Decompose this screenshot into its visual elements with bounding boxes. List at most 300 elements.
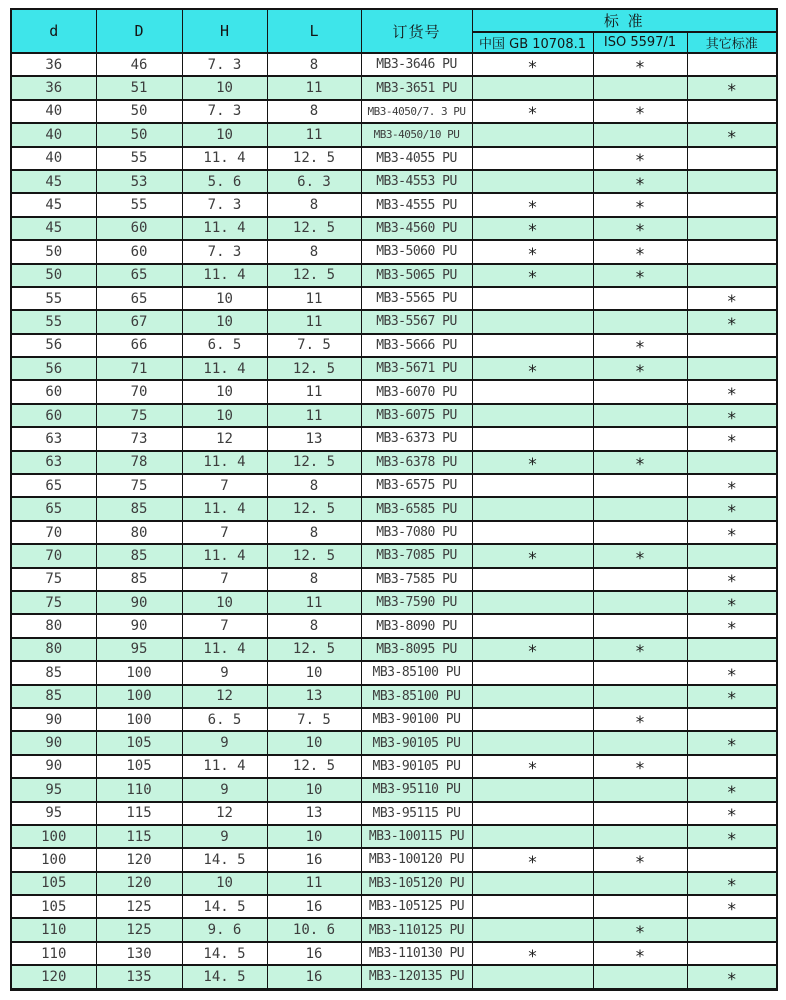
cell-L: 12. 5 bbox=[267, 217, 361, 240]
cell-D: 70 bbox=[96, 380, 182, 403]
cell-order-no: MB3-6575 PU bbox=[361, 474, 472, 497]
cell-std-iso bbox=[593, 334, 687, 357]
cell-order-no: MB3-5567 PU bbox=[361, 310, 472, 333]
cell-L: 8 bbox=[267, 614, 361, 637]
standard-mark: * bbox=[634, 268, 646, 287]
cell-order-no: MB3-110130 PU bbox=[361, 942, 472, 965]
cell-std-iso bbox=[593, 802, 687, 825]
cell-H: 10 bbox=[182, 404, 267, 427]
cell-d: 40 bbox=[11, 147, 96, 170]
cell-std-other bbox=[687, 287, 777, 310]
cell-d: 75 bbox=[11, 568, 96, 591]
cell-std-other bbox=[687, 895, 777, 918]
cell-L: 7. 5 bbox=[267, 334, 361, 357]
standard-mark: * bbox=[527, 57, 538, 77]
table-row bbox=[11, 310, 777, 333]
cell-std-other bbox=[687, 848, 777, 871]
cell-D: 85 bbox=[96, 568, 182, 591]
cell-L: 12. 5 bbox=[267, 638, 361, 661]
cell-std-gb bbox=[472, 310, 593, 333]
cell-L: 12. 5 bbox=[267, 264, 361, 287]
cell-L: 11 bbox=[267, 287, 361, 310]
table-row bbox=[11, 825, 777, 848]
cell-H: 6. 5 bbox=[182, 334, 267, 357]
standard-mark: * bbox=[634, 759, 646, 779]
cell-order-no: MB3-90105 PU bbox=[361, 731, 472, 754]
standard-mark: * bbox=[634, 338, 646, 358]
cell-std-other bbox=[687, 334, 777, 357]
table-row bbox=[11, 404, 777, 427]
cell-L: 10 bbox=[267, 731, 361, 754]
cell-std-other bbox=[687, 591, 777, 614]
table-row bbox=[11, 451, 777, 474]
cell-std-iso bbox=[593, 544, 687, 567]
cell-order-no: MB3-7080 PU bbox=[361, 521, 472, 544]
cell-D: 50 bbox=[96, 100, 182, 123]
cell-d: 105 bbox=[11, 872, 96, 895]
cell-std-other bbox=[687, 825, 777, 848]
cell-D: 50 bbox=[96, 123, 182, 146]
col-header-order-no: 订货号 bbox=[361, 9, 472, 53]
cell-std-gb bbox=[472, 825, 593, 848]
cell-D: 135 bbox=[96, 965, 182, 989]
cell-std-other bbox=[687, 427, 777, 450]
cell-D: 53 bbox=[96, 170, 182, 193]
cell-d: 55 bbox=[11, 287, 96, 310]
cell-order-no: MB3-5565 PU bbox=[361, 287, 472, 310]
cell-order-no: MB3-4055 PU bbox=[361, 147, 472, 170]
cell-std-gb bbox=[472, 100, 593, 123]
table-row bbox=[11, 638, 777, 661]
cell-std-gb bbox=[472, 123, 593, 146]
standard-mark: * bbox=[527, 244, 538, 264]
standard-mark: * bbox=[634, 244, 646, 264]
cell-std-iso bbox=[593, 965, 687, 989]
cell-std-iso bbox=[593, 474, 687, 497]
table-row bbox=[11, 147, 777, 170]
cell-order-no: MB3-95115 PU bbox=[361, 802, 472, 825]
cell-D: 110 bbox=[96, 778, 182, 801]
cell-std-other bbox=[687, 474, 777, 497]
standard-mark: * bbox=[527, 268, 538, 287]
table-row bbox=[11, 918, 777, 941]
cell-std-gb bbox=[472, 731, 593, 754]
standard-mark: * bbox=[726, 408, 737, 428]
standard-mark: * bbox=[634, 174, 646, 194]
standard-mark: * bbox=[634, 104, 646, 124]
cell-std-iso bbox=[593, 123, 687, 146]
standard-mark: * bbox=[726, 595, 737, 615]
cell-D: 46 bbox=[96, 53, 182, 76]
cell-order-no: MB3-8095 PU bbox=[361, 638, 472, 661]
standard-mark: * bbox=[726, 689, 737, 708]
cell-d: 65 bbox=[11, 497, 96, 520]
standard-mark: * bbox=[634, 548, 646, 568]
table-row bbox=[11, 53, 777, 76]
table-row bbox=[11, 755, 777, 778]
cell-D: 66 bbox=[96, 334, 182, 357]
cell-std-other bbox=[687, 685, 777, 708]
standard-mark: * bbox=[634, 642, 646, 662]
cell-d: 60 bbox=[11, 404, 96, 427]
cell-order-no: MB3-90100 PU bbox=[361, 708, 472, 731]
cell-H: 9. 6 bbox=[182, 918, 267, 941]
cell-std-gb bbox=[472, 918, 593, 941]
cell-H: 10 bbox=[182, 872, 267, 895]
standard-mark: * bbox=[726, 291, 737, 311]
cell-std-gb bbox=[472, 147, 593, 170]
cell-D: 90 bbox=[96, 591, 182, 614]
standard-mark: * bbox=[634, 361, 646, 381]
table-row bbox=[11, 76, 777, 99]
cell-d: 45 bbox=[11, 193, 96, 216]
cell-D: 51 bbox=[96, 76, 182, 99]
cell-order-no: MB3-6070 PU bbox=[361, 380, 472, 403]
cell-std-iso bbox=[593, 614, 687, 637]
cell-order-no: MB3-6585 PU bbox=[361, 497, 472, 520]
cell-order-no: MB3-4050/7. 3 PU bbox=[361, 100, 472, 123]
cell-order-no: MB3-95110 PU bbox=[361, 778, 472, 801]
cell-H: 11. 4 bbox=[182, 638, 267, 661]
table-row bbox=[11, 591, 777, 614]
cell-H: 10 bbox=[182, 380, 267, 403]
standard-mark: * bbox=[726, 619, 737, 638]
cell-H: 11. 4 bbox=[182, 544, 267, 567]
cell-d: 70 bbox=[11, 521, 96, 544]
cell-order-no: MB3-5065 PU bbox=[361, 264, 472, 287]
table-row bbox=[11, 170, 777, 193]
cell-std-gb bbox=[472, 848, 593, 871]
spec-table-container bbox=[10, 8, 778, 991]
standard-mark: * bbox=[726, 81, 737, 100]
cell-order-no: MB3-100115 PU bbox=[361, 825, 472, 848]
standard-mark: * bbox=[726, 899, 737, 919]
cell-H: 12 bbox=[182, 685, 267, 708]
cell-d: 85 bbox=[11, 685, 96, 708]
cell-D: 65 bbox=[96, 287, 182, 310]
standard-mark: * bbox=[726, 572, 737, 591]
cell-D: 55 bbox=[96, 147, 182, 170]
cell-H: 9 bbox=[182, 731, 267, 754]
cell-std-other bbox=[687, 451, 777, 474]
cell-d: 56 bbox=[11, 357, 96, 380]
cell-D: 55 bbox=[96, 193, 182, 216]
cell-d: 105 bbox=[11, 895, 96, 918]
cell-d: 55 bbox=[11, 310, 96, 333]
cell-std-other bbox=[687, 123, 777, 146]
cell-d: 95 bbox=[11, 802, 96, 825]
cell-d: 120 bbox=[11, 965, 96, 989]
cell-std-other bbox=[687, 872, 777, 895]
table-row bbox=[11, 778, 777, 801]
cell-std-iso bbox=[593, 942, 687, 965]
col-header-std-gb: 中国 GB 10708.1 bbox=[472, 32, 593, 53]
cell-d: 65 bbox=[11, 474, 96, 497]
cell-d: 63 bbox=[11, 451, 96, 474]
cell-L: 8 bbox=[267, 521, 361, 544]
cell-D: 125 bbox=[96, 895, 182, 918]
cell-H: 9 bbox=[182, 825, 267, 848]
cell-H: 10 bbox=[182, 287, 267, 310]
cell-std-iso bbox=[593, 357, 687, 380]
table-row bbox=[11, 521, 777, 544]
cell-D: 60 bbox=[96, 217, 182, 240]
cell-H: 9 bbox=[182, 778, 267, 801]
cell-std-iso bbox=[593, 287, 687, 310]
cell-order-no: MB3-7590 PU bbox=[361, 591, 472, 614]
cell-H: 7 bbox=[182, 521, 267, 544]
table-row bbox=[11, 848, 777, 871]
cell-std-iso bbox=[593, 848, 687, 871]
cell-L: 13 bbox=[267, 802, 361, 825]
cell-d: 90 bbox=[11, 731, 96, 754]
cell-L: 8 bbox=[267, 568, 361, 591]
cell-std-gb bbox=[472, 76, 593, 99]
cell-H: 11. 4 bbox=[182, 497, 267, 520]
cell-order-no: MB3-3651 PU bbox=[361, 76, 472, 99]
standard-mark: * bbox=[634, 221, 646, 241]
cell-std-other bbox=[687, 310, 777, 333]
cell-H: 7. 3 bbox=[182, 53, 267, 76]
cell-std-iso bbox=[593, 427, 687, 450]
cell-H: 6. 5 bbox=[182, 708, 267, 731]
standard-mark: * bbox=[634, 923, 646, 942]
table-row bbox=[11, 380, 777, 403]
cell-d: 63 bbox=[11, 427, 96, 450]
cell-std-gb bbox=[472, 193, 593, 216]
cell-L: 12. 5 bbox=[267, 357, 361, 380]
standard-mark: * bbox=[527, 104, 538, 124]
cell-std-gb bbox=[472, 427, 593, 450]
cell-std-iso bbox=[593, 497, 687, 520]
cell-D: 85 bbox=[96, 544, 182, 567]
standard-mark: * bbox=[634, 852, 646, 872]
standard-mark: * bbox=[726, 782, 737, 802]
table-row bbox=[11, 685, 777, 708]
cell-std-other bbox=[687, 568, 777, 591]
standard-mark: * bbox=[726, 665, 737, 685]
cell-std-iso bbox=[593, 778, 687, 801]
standard-mark: * bbox=[634, 57, 646, 77]
cell-std-iso bbox=[593, 100, 687, 123]
cell-H: 10 bbox=[182, 123, 267, 146]
cell-L: 8 bbox=[267, 100, 361, 123]
cell-H: 7 bbox=[182, 474, 267, 497]
cell-std-iso bbox=[593, 380, 687, 403]
cell-d: 110 bbox=[11, 918, 96, 941]
cell-order-no: MB3-120135 PU bbox=[361, 965, 472, 989]
cell-D: 125 bbox=[96, 918, 182, 941]
cell-L: 12. 5 bbox=[267, 755, 361, 778]
cell-order-no: MB3-4560 PU bbox=[361, 217, 472, 240]
cell-std-gb bbox=[472, 334, 593, 357]
cell-D: 71 bbox=[96, 357, 182, 380]
table-row bbox=[11, 100, 777, 123]
cell-H: 11. 4 bbox=[182, 147, 267, 170]
cell-H: 14. 5 bbox=[182, 848, 267, 871]
standard-mark: * bbox=[726, 806, 737, 825]
cell-H: 11. 4 bbox=[182, 451, 267, 474]
cell-std-gb bbox=[472, 451, 593, 474]
cell-L: 10 bbox=[267, 778, 361, 801]
col-header-H: H bbox=[182, 9, 267, 53]
cell-D: 60 bbox=[96, 240, 182, 263]
table-row bbox=[11, 965, 777, 989]
cell-std-gb bbox=[472, 357, 593, 380]
cell-order-no: MB3-7585 PU bbox=[361, 568, 472, 591]
cell-std-iso bbox=[593, 193, 687, 216]
table-row bbox=[11, 217, 777, 240]
standard-mark: * bbox=[527, 361, 538, 381]
cell-H: 10 bbox=[182, 76, 267, 99]
standard-mark: * bbox=[527, 548, 538, 568]
cell-std-other bbox=[687, 544, 777, 567]
cell-L: 16 bbox=[267, 965, 361, 989]
cell-L: 10 bbox=[267, 825, 361, 848]
cell-H: 11. 4 bbox=[182, 755, 267, 778]
cell-H: 7 bbox=[182, 568, 267, 591]
cell-d: 100 bbox=[11, 825, 96, 848]
standard-mark: * bbox=[527, 198, 538, 217]
standard-mark: * bbox=[634, 946, 646, 966]
cell-d: 40 bbox=[11, 100, 96, 123]
standard-mark: * bbox=[726, 829, 737, 849]
cell-order-no: MB3-7085 PU bbox=[361, 544, 472, 567]
table-row bbox=[11, 708, 777, 731]
cell-L: 10 bbox=[267, 661, 361, 684]
cell-std-gb bbox=[472, 474, 593, 497]
cell-H: 10 bbox=[182, 591, 267, 614]
table-row bbox=[11, 895, 777, 918]
cell-std-other bbox=[687, 802, 777, 825]
cell-L: 13 bbox=[267, 427, 361, 450]
cell-std-other bbox=[687, 217, 777, 240]
cell-D: 85 bbox=[96, 497, 182, 520]
cell-std-other bbox=[687, 53, 777, 76]
cell-L: 8 bbox=[267, 240, 361, 263]
table-row bbox=[11, 287, 777, 310]
cell-std-gb bbox=[472, 404, 593, 427]
cell-d: 36 bbox=[11, 53, 96, 76]
cell-std-other bbox=[687, 193, 777, 216]
cell-std-iso bbox=[593, 755, 687, 778]
cell-order-no: MB3-85100 PU bbox=[361, 661, 472, 684]
cell-std-gb bbox=[472, 521, 593, 544]
cell-L: 12. 5 bbox=[267, 451, 361, 474]
cell-order-no: MB3-5666 PU bbox=[361, 334, 472, 357]
standard-mark: * bbox=[726, 385, 737, 404]
cell-D: 78 bbox=[96, 451, 182, 474]
cell-std-other bbox=[687, 918, 777, 941]
cell-L: 12. 5 bbox=[267, 147, 361, 170]
cell-std-iso bbox=[593, 264, 687, 287]
cell-std-iso bbox=[593, 404, 687, 427]
cell-d: 36 bbox=[11, 76, 96, 99]
cell-std-gb bbox=[472, 965, 593, 989]
cell-H: 14. 5 bbox=[182, 942, 267, 965]
cell-L: 11 bbox=[267, 380, 361, 403]
cell-H: 7. 3 bbox=[182, 193, 267, 216]
cell-H: 10 bbox=[182, 310, 267, 333]
table-row bbox=[11, 240, 777, 263]
cell-d: 70 bbox=[11, 544, 96, 567]
cell-std-gb bbox=[472, 895, 593, 918]
cell-D: 100 bbox=[96, 708, 182, 731]
cell-std-gb bbox=[472, 544, 593, 567]
table-row bbox=[11, 614, 777, 637]
cell-std-other bbox=[687, 240, 777, 263]
table-row bbox=[11, 193, 777, 216]
cell-d: 50 bbox=[11, 240, 96, 263]
cell-D: 120 bbox=[96, 872, 182, 895]
standard-mark: * bbox=[527, 221, 538, 241]
col-header-D: D bbox=[96, 9, 182, 53]
cell-std-gb bbox=[472, 568, 593, 591]
cell-H: 11. 4 bbox=[182, 264, 267, 287]
cell-std-iso bbox=[593, 661, 687, 684]
cell-std-gb bbox=[472, 755, 593, 778]
standard-mark: * bbox=[726, 502, 737, 521]
cell-D: 73 bbox=[96, 427, 182, 450]
cell-std-other bbox=[687, 731, 777, 754]
cell-std-other bbox=[687, 942, 777, 965]
table-row bbox=[11, 942, 777, 965]
table-row bbox=[11, 123, 777, 146]
cell-std-gb bbox=[472, 240, 593, 263]
cell-d: 90 bbox=[11, 708, 96, 731]
cell-D: 115 bbox=[96, 802, 182, 825]
cell-std-other bbox=[687, 778, 777, 801]
cell-std-other bbox=[687, 965, 777, 989]
cell-std-gb bbox=[472, 497, 593, 520]
cell-order-no: MB3-8090 PU bbox=[361, 614, 472, 637]
cell-D: 115 bbox=[96, 825, 182, 848]
col-header-std-other: 其它标准 bbox=[687, 32, 777, 53]
cell-d: 100 bbox=[11, 848, 96, 871]
cell-d: 45 bbox=[11, 217, 96, 240]
cell-order-no: MB3-100120 PU bbox=[361, 848, 472, 871]
cell-std-gb bbox=[472, 708, 593, 731]
cell-order-no: MB3-105120 PU bbox=[361, 872, 472, 895]
cell-D: 75 bbox=[96, 474, 182, 497]
cell-std-other bbox=[687, 100, 777, 123]
cell-order-no: MB3-85100 PU bbox=[361, 685, 472, 708]
cell-std-iso bbox=[593, 708, 687, 731]
cell-std-iso bbox=[593, 872, 687, 895]
table-row bbox=[11, 357, 777, 380]
cell-std-other bbox=[687, 708, 777, 731]
cell-order-no: MB3-90105 PU bbox=[361, 755, 472, 778]
cell-L: 11 bbox=[267, 76, 361, 99]
cell-std-other bbox=[687, 638, 777, 661]
cell-H: 7. 3 bbox=[182, 100, 267, 123]
cell-std-iso bbox=[593, 170, 687, 193]
table-row bbox=[11, 568, 777, 591]
table-row bbox=[11, 474, 777, 497]
cell-D: 105 bbox=[96, 731, 182, 754]
cell-D: 130 bbox=[96, 942, 182, 965]
cell-std-gb bbox=[472, 217, 593, 240]
table-row bbox=[11, 497, 777, 520]
standard-mark: * bbox=[634, 455, 646, 475]
cell-d: 95 bbox=[11, 778, 96, 801]
cell-L: 7. 5 bbox=[267, 708, 361, 731]
cell-std-other bbox=[687, 170, 777, 193]
cell-L: 12. 5 bbox=[267, 497, 361, 520]
cell-L: 11 bbox=[267, 123, 361, 146]
cell-std-iso bbox=[593, 685, 687, 708]
col-header-standard-group: 标 准 bbox=[472, 9, 777, 32]
